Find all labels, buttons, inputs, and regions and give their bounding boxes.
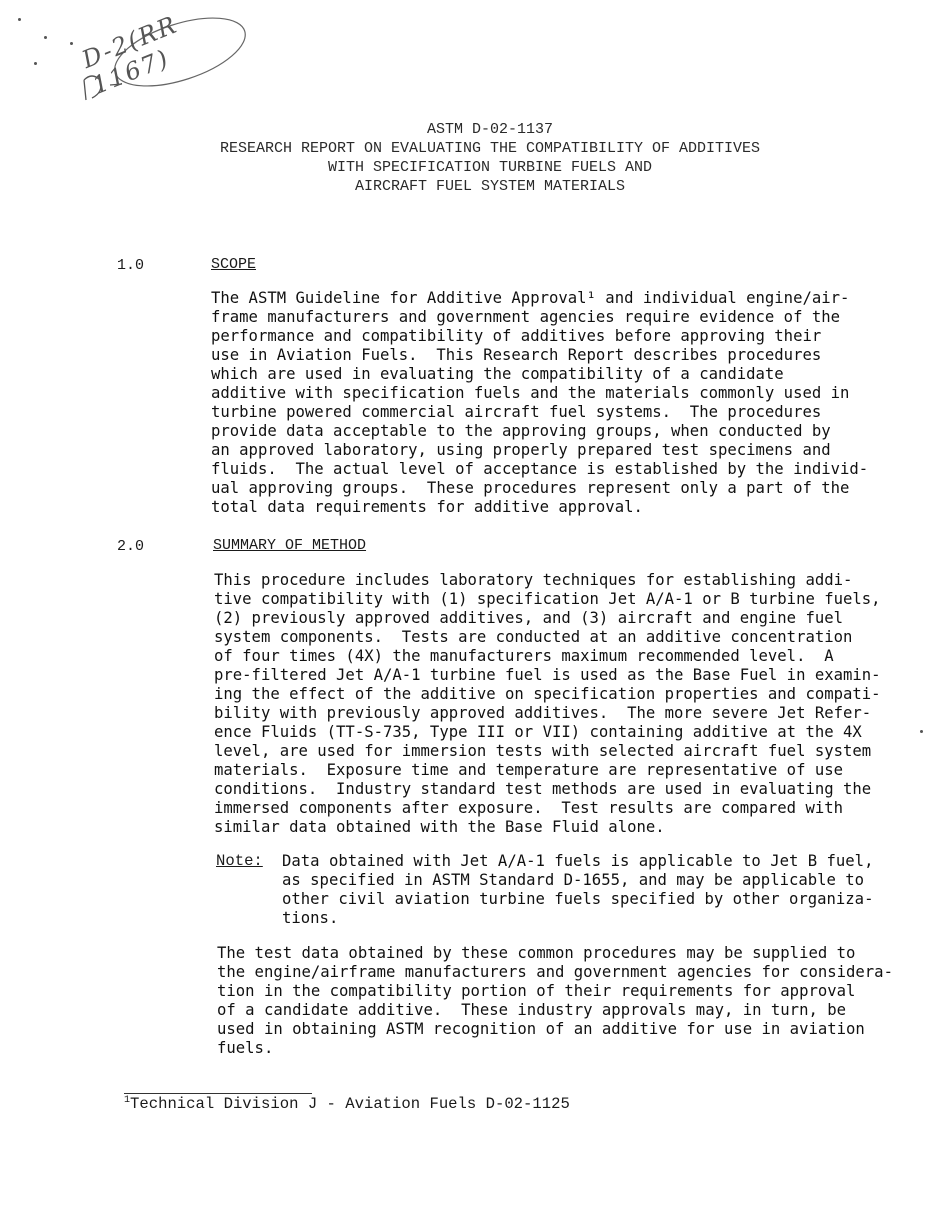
note-label: Note: bbox=[216, 852, 263, 870]
note-text: Data obtained with Jet A/A-1 fuels is applicable to Jet B fuel, as specified in ASTM Standard D-1655, and may be applicable to other civil aviation turbine fuels specified by other organiza- tions. bbox=[282, 852, 874, 927]
footnote-text: Technical Division J - Aviation Fuels D-02-1125 bbox=[130, 1095, 570, 1113]
scan-speck bbox=[44, 36, 47, 39]
section-number: 2.0 bbox=[117, 538, 145, 555]
section-number: 1.0 bbox=[117, 257, 145, 274]
title-line: RESEARCH REPORT ON EVALUATING THE COMPATIBILITY OF ADDITIVES bbox=[219, 140, 761, 157]
footnote bbox=[124, 1095, 570, 1113]
document-title-block bbox=[150, 120, 830, 196]
stamp-text: D-2(RR 1167) bbox=[78, 10, 182, 100]
title-line: WITH SPECIFICATION TURBINE FUELS AND bbox=[327, 159, 653, 176]
section-heading: SCOPE bbox=[211, 256, 257, 273]
closing-paragraph: The test data obtained by these common procedures may be supplied to the engine/airframe manufacturers and government agencies for considera- tion in the compatibility portion of their requirements for approval of a candidate additive. These industry approvals may, in turn, be used in obtaining ASTM recognition of an additive for use in aviation fuels. bbox=[217, 944, 893, 1057]
document-number: ASTM D-02-1137 bbox=[426, 121, 554, 138]
title-line: AIRCRAFT FUEL SYSTEM MATERIALS bbox=[354, 178, 626, 195]
scan-speck bbox=[70, 42, 73, 45]
scan-speck bbox=[34, 62, 37, 65]
scan-speck bbox=[18, 18, 21, 21]
section-heading: SUMMARY OF METHOD bbox=[213, 537, 367, 554]
summary-paragraph: This procedure includes laboratory techniques for establishing addi- tive compatibility with (1) specification Jet A/A-1 or B turbine fuels, (2) previously approved additives, and (3) aircraft and engine fuel system components. Tests are conducted at an additive concentration of four times (4X) the manufacturers maximum recommended level. A pre-filtered Jet A/A-1 turbine fuel is used as the Base Fuel in examin- ing the effect of the additive on specification properties and compati- bility with previously approved additives. The more severe Jet Refer- ence Fluids (TT-S-735, Type III or VII) containing additive at the 4X level, are used for immersion tests with selected aircraft fuel system materials. Exposure time and temperature are representative of use conditions. Industry standard test methods are used in evaluating the immersed components after exposure. Test results are compared with similar data obtained with the Base Fluid alone. bbox=[214, 571, 881, 836]
handwritten-stamp bbox=[0, 0, 260, 110]
footnote-divider bbox=[124, 1093, 312, 1094]
scope-paragraph: The ASTM Guideline for Additive Approval¹ and individual engine/air- frame manufacturers and government agencies require evidence of the performance and compatibility of additives before approving their use in Aviation Fuels. This Research Report describes procedures which are used in evaluating the compatibility of a candidate additive with specification fuels and the materials commonly used in turbine powered commercial aircraft fuel systems. The procedures provide data acceptable to the approving groups, when conducted by an approved laboratory, using properly prepared test specimens and fluids. The actual level of acceptance is established by the individ- ual approving groups. These procedures represent only a part of the total data requirements for additive approval. bbox=[211, 289, 869, 516]
scan-speck bbox=[920, 730, 923, 733]
footnote-marker: 1 bbox=[124, 1095, 131, 1106]
